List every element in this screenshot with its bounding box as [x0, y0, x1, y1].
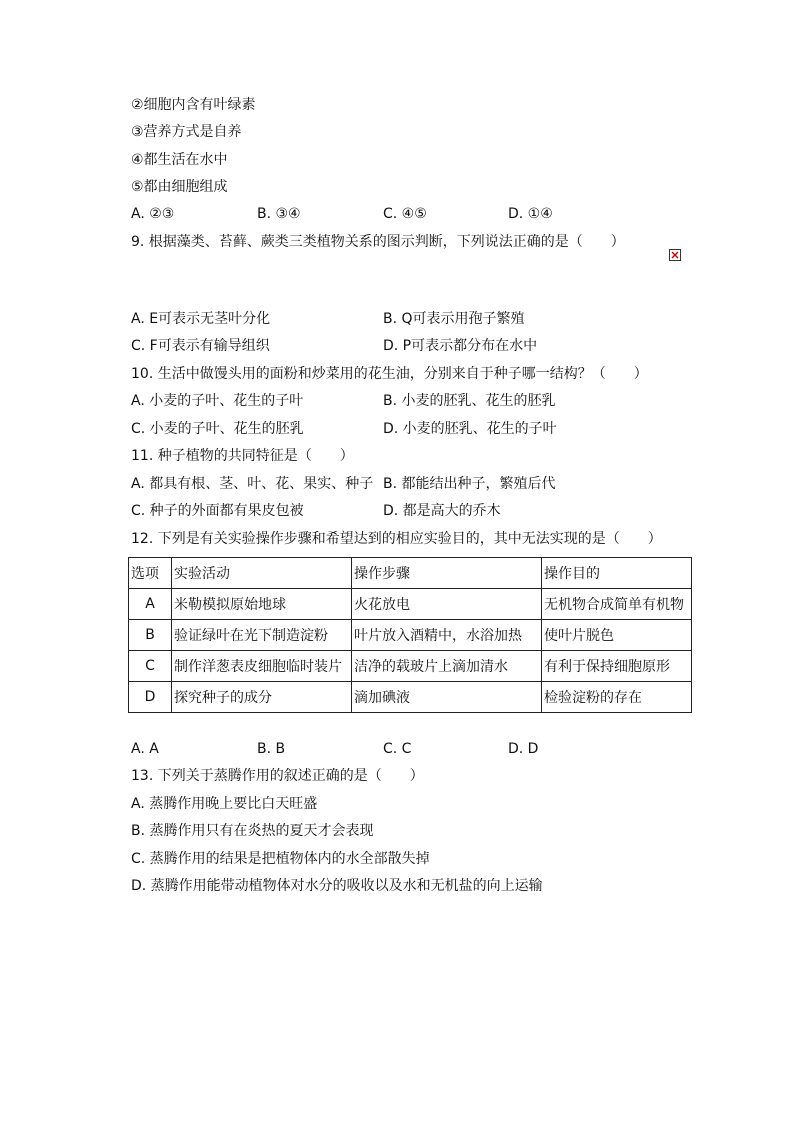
table-row: [129, 589, 692, 620]
table-cell: B: [129, 620, 172, 651]
q10-option-b: B. 小麦的胚乳、花生的胚乳: [383, 393, 556, 409]
table-cell: 有利于保持细胞原形: [542, 651, 692, 682]
q9-stem: 9. 根据藻类、苔藓、蕨类三类植物关系的图示判断，下列说法正确的是（ ）: [131, 234, 625, 250]
table-cell: 火花放电: [352, 589, 542, 620]
q8-option-d: D. ①④: [508, 206, 553, 222]
table-cell: D: [129, 682, 172, 713]
q12-option-b: B. B: [257, 741, 286, 757]
q10-option-a: A. 小麦的子叶、花生的子叶: [131, 393, 304, 409]
statement-item: ⑤都由细胞组成: [131, 179, 228, 195]
q10-stem: 10. 生活中做馒头用的面粉和炒菜用的花生油，分别来自于种子哪一结构？（ ）: [131, 366, 648, 382]
table-cell: 制作洋葱表皮细胞临时装片: [172, 651, 352, 682]
broken-image-icon: [669, 249, 681, 261]
q11-option-a: A. 都具有根、茎、叶、花、果实、种子: [131, 476, 374, 492]
table-cell: A: [129, 589, 172, 620]
statement-item: ②细胞内含有叶绿素: [131, 97, 256, 113]
q13-stem: 13. 下列关于蒸腾作用的叙述正确的是（ ）: [131, 768, 424, 784]
table-header-cell: 选项: [129, 558, 172, 589]
q9-option-c: C. F可表示有输导组织: [131, 338, 270, 354]
table-cell: 滴加碘液: [352, 682, 542, 713]
q13-option-b: B. 蒸腾作用只有在炎热的夏天才会表现: [131, 823, 374, 839]
q9-option-d: D. P可表示都分布在水中: [383, 338, 538, 354]
q13-option-a: A. 蒸腾作用晚上要比白天旺盛: [131, 796, 318, 812]
table-cell: 验证绿叶在光下制造淀粉: [172, 620, 352, 651]
table-row: [129, 620, 692, 651]
statement-item: ④都生活在水中: [131, 152, 228, 168]
q13-option-d: D. 蒸腾作用能带动植物体对水分的吸收以及水和无机盐的向上运输: [131, 878, 543, 894]
table-row: [129, 651, 692, 682]
q10-option-d: D. 小麦的胚乳、花生的子叶: [383, 421, 557, 437]
table-cell: 探究种子的成分: [172, 682, 352, 713]
q9-option-b: B. Q可表示用孢子繁殖: [383, 311, 525, 327]
q11-option-d: D. 都是高大的乔木: [383, 503, 501, 519]
q12-option-c: C. C: [383, 741, 412, 757]
table-cell: 检验淀粉的存在: [542, 682, 692, 713]
q12-stem: 12. 下列是有关实验操作步骤和希望达到的相应实验目的，其中无法实现的是（ ）: [131, 531, 662, 547]
table-cell: 洁净的载玻片上滴加清水: [352, 651, 542, 682]
table-row: [129, 682, 692, 713]
q11-stem: 11. 种子植物的共同特征是（ ）: [131, 448, 354, 464]
q11-option-c: C. 种子的外面都有果皮包被: [131, 503, 304, 519]
experiment-table: [128, 557, 692, 713]
q8-option-b: B. ③④: [257, 206, 301, 222]
q12-option-d: D. D: [508, 741, 539, 757]
table-cell: C: [129, 651, 172, 682]
q10-option-c: C. 小麦的子叶、花生的胚乳: [131, 421, 304, 437]
table-header-cell: 操作目的: [542, 558, 692, 589]
table-header-row: [129, 558, 692, 589]
q8-option-a: A. ②③: [131, 206, 175, 222]
q8-option-c: C. ④⑤: [383, 206, 427, 222]
table-header-cell: 实验活动: [172, 558, 352, 589]
q11-option-b: B. 都能结出种子，繁殖后代: [383, 476, 556, 492]
table-cell: 无机物合成简单有机物: [542, 589, 692, 620]
table-header-cell: 操作步骤: [352, 558, 542, 589]
table-cell: 使叶片脱色: [542, 620, 692, 651]
table-cell: 叶片放入酒精中，水浴加热: [352, 620, 542, 651]
table-cell: 米勒模拟原始地球: [172, 589, 352, 620]
statement-item: ③营养方式是自养: [131, 124, 242, 140]
q9-option-a: A. E可表示无茎叶分化: [131, 311, 271, 327]
q13-option-c: C. 蒸腾作用的结果是把植物体内的水全部散失掉: [131, 851, 430, 867]
q12-option-a: A. A: [131, 741, 159, 757]
